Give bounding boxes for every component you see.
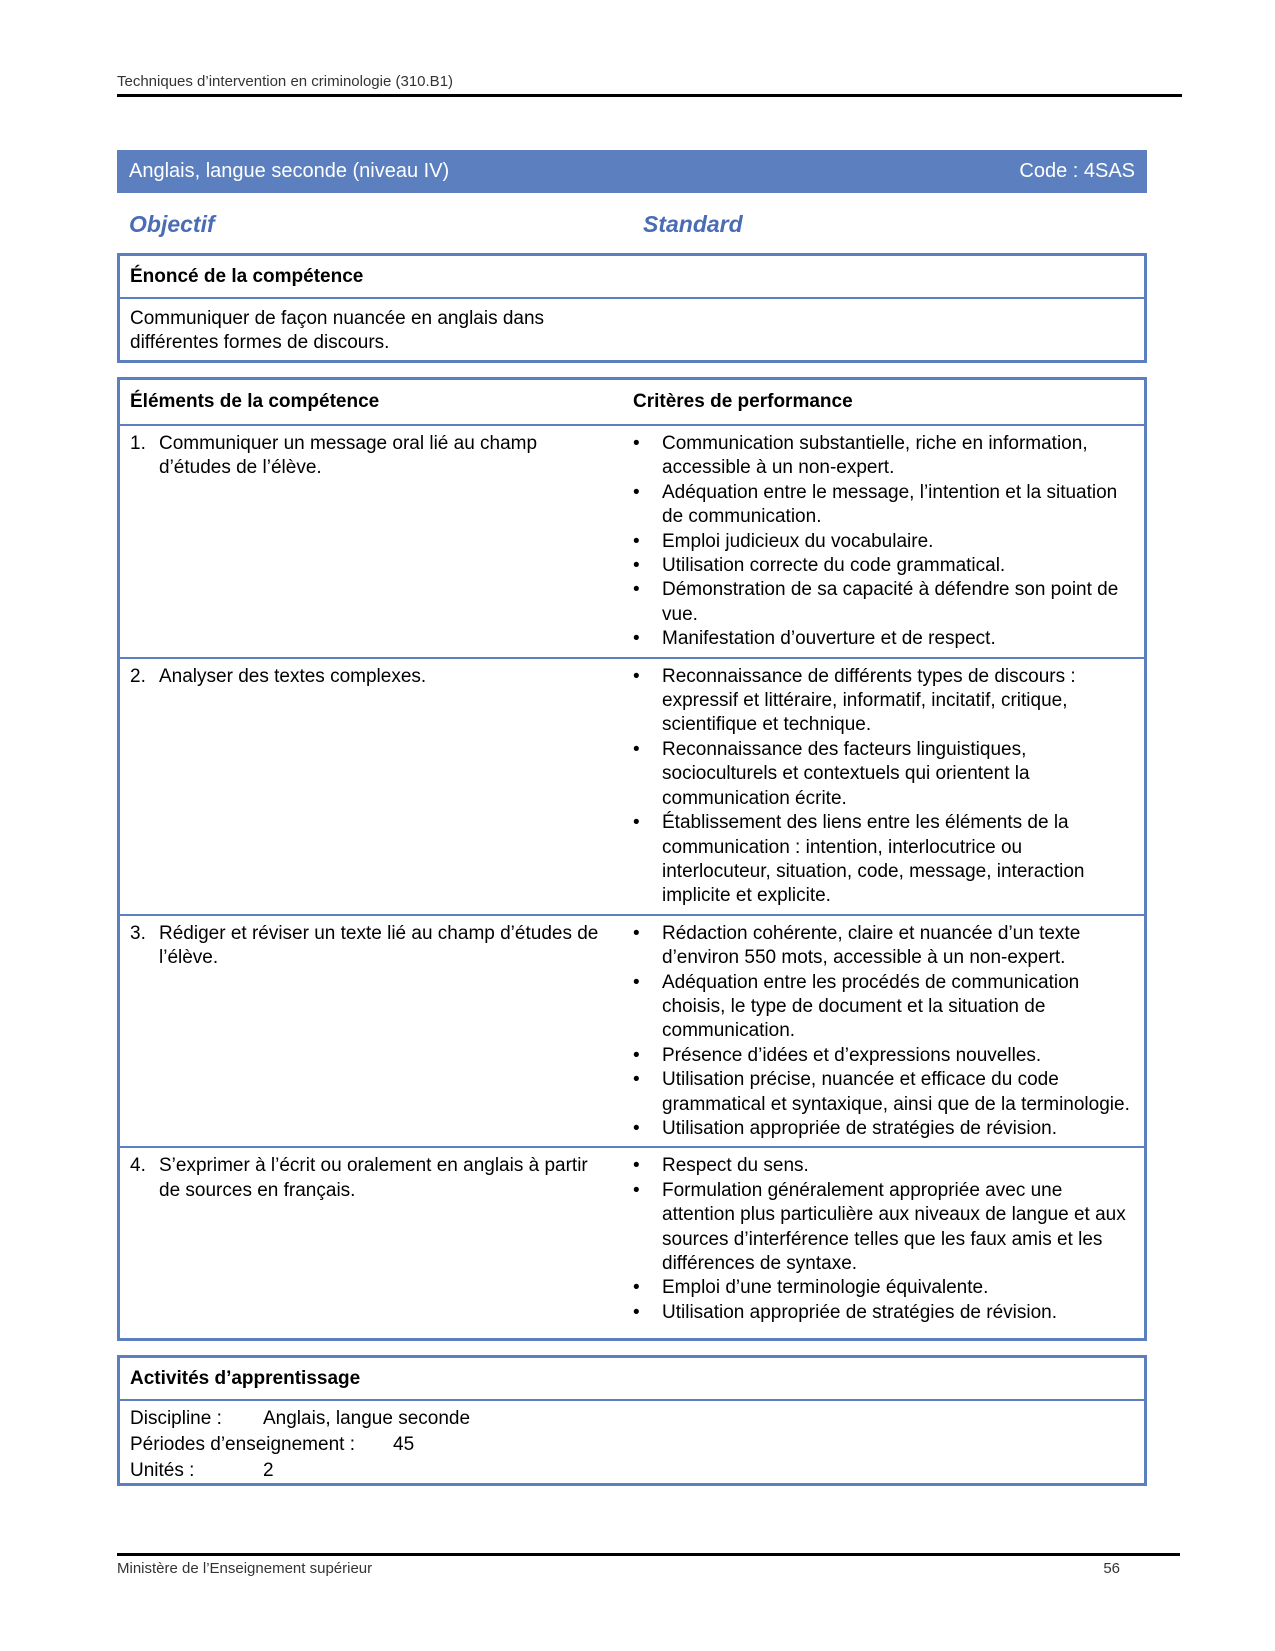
standard-heading: Standard — [643, 211, 743, 237]
criteria-cell — [633, 922, 1144, 1142]
element-text: S’exprimer à l’écrit ou oralement en anglais à partir de sources en français. — [159, 1155, 588, 1201]
competence-heading: Énoncé de la compétence — [120, 256, 1144, 299]
periods-line — [130, 1432, 1134, 1458]
competence-box — [117, 253, 1147, 363]
bullet-icon: • — [633, 1044, 640, 1066]
criterion-text: Communication substantielle, riche en information, accessible à un non-expert. — [662, 433, 1088, 479]
table-row — [120, 1148, 1144, 1330]
objective-heading: Objectif — [129, 211, 215, 237]
table-row — [120, 426, 1144, 659]
bullet-icon: • — [633, 812, 640, 834]
units-line — [130, 1458, 1134, 1484]
criterion-text: Reconnaissance de différents types de discours : expressif et littéraire, informatif, incitatif, critique, scientifique et technique. — [662, 665, 1076, 736]
bullet-icon: • — [633, 628, 640, 650]
element-number: 4. — [130, 1155, 146, 1177]
criterion-text: Emploi d’une terminologie équivalente. — [662, 1277, 989, 1299]
periods-label: Périodes d’enseignement : — [130, 1434, 355, 1455]
criterion-text: Emploi judicieux du vocabulaire. — [662, 530, 934, 552]
element-number: 3. — [130, 922, 146, 944]
bullet-icon: • — [633, 665, 640, 687]
bullet-icon: • — [633, 1117, 640, 1139]
element-text: Rédiger et réviser un texte lié au champ d’études de l’élève. — [159, 922, 599, 969]
bullet-icon: • — [633, 1277, 640, 1299]
elements-rows — [120, 426, 1144, 1330]
bullet-icon: • — [633, 738, 640, 760]
list-item — [633, 922, 1134, 971]
criterion-text: Manifestation d’ouverture et de respect. — [662, 628, 996, 650]
bullet-icon: • — [633, 555, 640, 577]
elements-table-header — [120, 380, 1144, 426]
criteria-column-heading: Critères de performance — [633, 391, 853, 412]
element-text: Communiquer un message oral lié au champ d’études de l’élève. — [159, 433, 538, 479]
criterion-text: Reconnaissance des facteurs linguistiques, socioculturels et contextuels qui orientent la communication écrite. — [662, 738, 1030, 809]
criterion-text: Démonstration de sa capacité à défendre son point de vue. — [662, 579, 1119, 625]
header-rule — [117, 94, 1182, 97]
elements-column-heading: Éléments de la compétence — [130, 391, 380, 412]
units-value: 2 — [263, 1460, 274, 1481]
periods-value: 45 — [393, 1434, 415, 1455]
criterion-text: Utilisation précise, nuancée et efficace du code grammatical et syntaxique, ainsi que de la terminologie. — [662, 1069, 1130, 1115]
course-title: Anglais, langue seconde (niveau IV) — [129, 160, 450, 182]
running-footer — [117, 1560, 1120, 1577]
competence-text: Communiquer de façon nuancée en anglais dans différentes formes de discours. — [130, 308, 545, 353]
list-item — [633, 1117, 1134, 1141]
footer-rule — [117, 1553, 1180, 1556]
list-item — [633, 811, 1134, 909]
bullet-icon: • — [633, 971, 640, 993]
list-item — [633, 738, 1134, 811]
course-code: Code : 4SAS — [1019, 160, 1135, 182]
list-item — [633, 1068, 1134, 1117]
discipline-line — [130, 1406, 1134, 1432]
criterion-text: Utilisation appropriée de stratégies de révision. — [662, 1301, 1057, 1323]
list-item — [633, 971, 1134, 1044]
discipline-label: Discipline : — [130, 1408, 222, 1429]
list-item — [633, 554, 1134, 578]
elements-table — [117, 377, 1147, 1341]
list-item — [633, 665, 1134, 738]
criterion-text: Adéquation entre le message, l’intention et la situation de communication. — [662, 481, 1118, 528]
element-cell — [120, 432, 633, 652]
activities-box — [117, 1355, 1147, 1486]
bullet-icon: • — [633, 530, 640, 552]
list-item — [633, 627, 1134, 651]
list-item — [633, 1044, 1134, 1068]
list-item — [633, 1179, 1134, 1277]
criterion-text: Présence d’idées et d’expressions nouvelles. — [662, 1044, 1042, 1066]
activities-body — [120, 1401, 1144, 1492]
running-header: Techniques d’intervention en criminologie (310.B1) — [117, 73, 454, 90]
table-row — [120, 916, 1144, 1149]
list-item — [633, 1301, 1134, 1325]
bullet-icon: • — [633, 1155, 640, 1177]
element-cell — [120, 1154, 633, 1325]
element-number: 2. — [130, 665, 146, 687]
course-title-bar — [117, 150, 1147, 193]
footer-ministry: Ministère de l’Enseignement supérieur — [117, 1560, 373, 1577]
criterion-text: Rédaction cohérente, claire et nuancée d’un texte d’environ 550 mots, accessible à un non-expert. — [662, 922, 1081, 969]
bullet-icon: • — [633, 922, 640, 944]
criterion-text: Utilisation appropriée de stratégies de révision. — [662, 1117, 1057, 1139]
criteria-cell — [633, 432, 1144, 652]
units-label: Unités : — [130, 1460, 195, 1481]
bullet-icon: • — [633, 433, 640, 454]
list-item — [633, 1276, 1134, 1300]
element-number: 1. — [130, 433, 146, 454]
table-row — [120, 659, 1144, 916]
criterion-text: Établissement des liens entre les éléments de la communication : intention, interlocutrice ou interlocuteur, situation, code, message, interaction implicite et explicite. — [662, 812, 1085, 907]
bullet-icon: • — [633, 579, 640, 601]
bullet-icon: • — [633, 481, 640, 503]
criterion-text: Formulation généralement appropriée avec une attention plus particulière aux niveaux de langue et aux sources d’interférence telles que les faux amis et les différences de syntaxe. — [662, 1179, 1126, 1274]
bullet-icon: • — [633, 1179, 640, 1201]
page-number: 56 — [1103, 1560, 1120, 1577]
list-item — [633, 530, 1134, 554]
activities-heading: Activités d’apprentissage — [120, 1358, 1144, 1401]
element-cell — [120, 922, 633, 1142]
bullet-icon: • — [633, 1301, 640, 1323]
list-item — [633, 481, 1134, 530]
discipline-value: Anglais, langue seconde — [263, 1408, 471, 1429]
list-item — [633, 1154, 1134, 1178]
criteria-cell — [633, 1154, 1144, 1325]
element-cell — [120, 665, 633, 909]
criteria-cell — [633, 665, 1144, 909]
list-item — [633, 578, 1134, 627]
criterion-text: Adéquation entre les procédés de communication choisis, le type de document et la situation de communication. — [662, 971, 1080, 1042]
list-item — [633, 432, 1134, 481]
element-text: Analyser des textes complexes. — [159, 665, 427, 687]
bullet-icon: • — [633, 1069, 640, 1091]
criterion-text: Respect du sens. — [662, 1155, 809, 1177]
criterion-text: Utilisation correcte du code grammatical. — [662, 555, 1006, 577]
